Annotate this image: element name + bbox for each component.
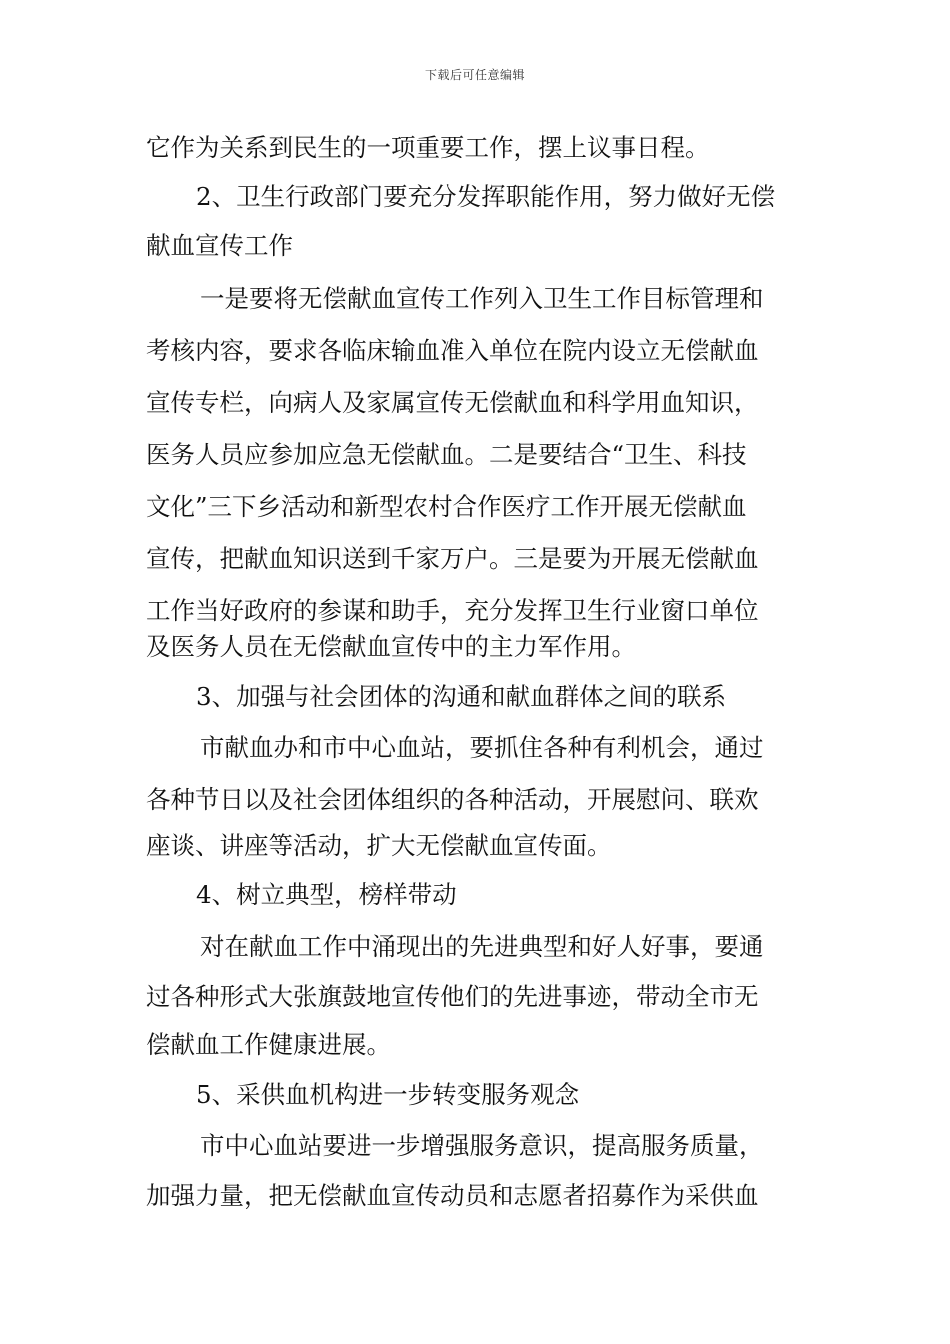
body-line: 考核内容，要求各临床输血准入单位在院内设立无偿献血 (146, 336, 759, 365)
section-heading-3: 3、加强与社会团体的沟通和献血群体之间的联系 (196, 682, 727, 711)
body-line: 宣传，把献血知识送到千家万户。三是要为开展无偿献血 (146, 544, 759, 573)
body-line: 一是要将无偿献血宣传工作列入卫生工作目标管理和 (200, 284, 764, 313)
body-line: 及医务人员在无偿献血宣传中的主力军作用。 (146, 632, 636, 661)
body-line: 偿献血工作健康进展。 (146, 1030, 391, 1059)
body-line: 过各种形式大张旗鼓地宣传他们的先进事迹，带动全市无 (146, 982, 759, 1011)
section-heading-5: 5、采供血机构进一步转变服务观念 (196, 1080, 580, 1109)
body-line: 工作当好政府的参谋和助手，充分发挥卫生行业窗口单位 (146, 596, 759, 625)
body-line: 对在献血工作中涌现出的先进典型和好人好事，要通 (200, 932, 764, 961)
section-heading-2-cont: 献血宣传工作 (146, 231, 293, 260)
body-line: 文化”三下乡活动和新型农村合作医疗工作开展无偿献血 (146, 492, 747, 521)
body-line: 它作为关系到民生的一项重要工作，摆上议事日程。 (146, 133, 710, 162)
body-line: 市献血办和市中心血站，要抓住各种有利机会，通过 (200, 733, 764, 762)
body-line: 医务人员应参加应急无偿献血。二是要结合“卫生、科技 (146, 440, 747, 469)
section-heading-4: 4、树立典型，榜样带动 (196, 880, 457, 909)
body-line: 座谈、讲座等活动，扩大无偿献血宣传面。 (146, 831, 612, 860)
body-line: 各种节日以及社会团体组织的各种活动，开展慰问、联欢 (146, 785, 759, 814)
body-line: 加强力量，把无偿献血宣传动员和志愿者招募作为采供血 (146, 1181, 759, 1210)
page-header: 下载后可任意编辑 (424, 68, 525, 82)
body-line: 宣传专栏，向病人及家属宣传无偿献血和科学用血知识， (146, 388, 759, 417)
body-line: 市中心血站要进一步增强服务意识，提高服务质量， (200, 1131, 764, 1160)
section-heading-2: 2、卫生行政部门要充分发挥职能作用，努力做好无偿 (196, 182, 776, 211)
